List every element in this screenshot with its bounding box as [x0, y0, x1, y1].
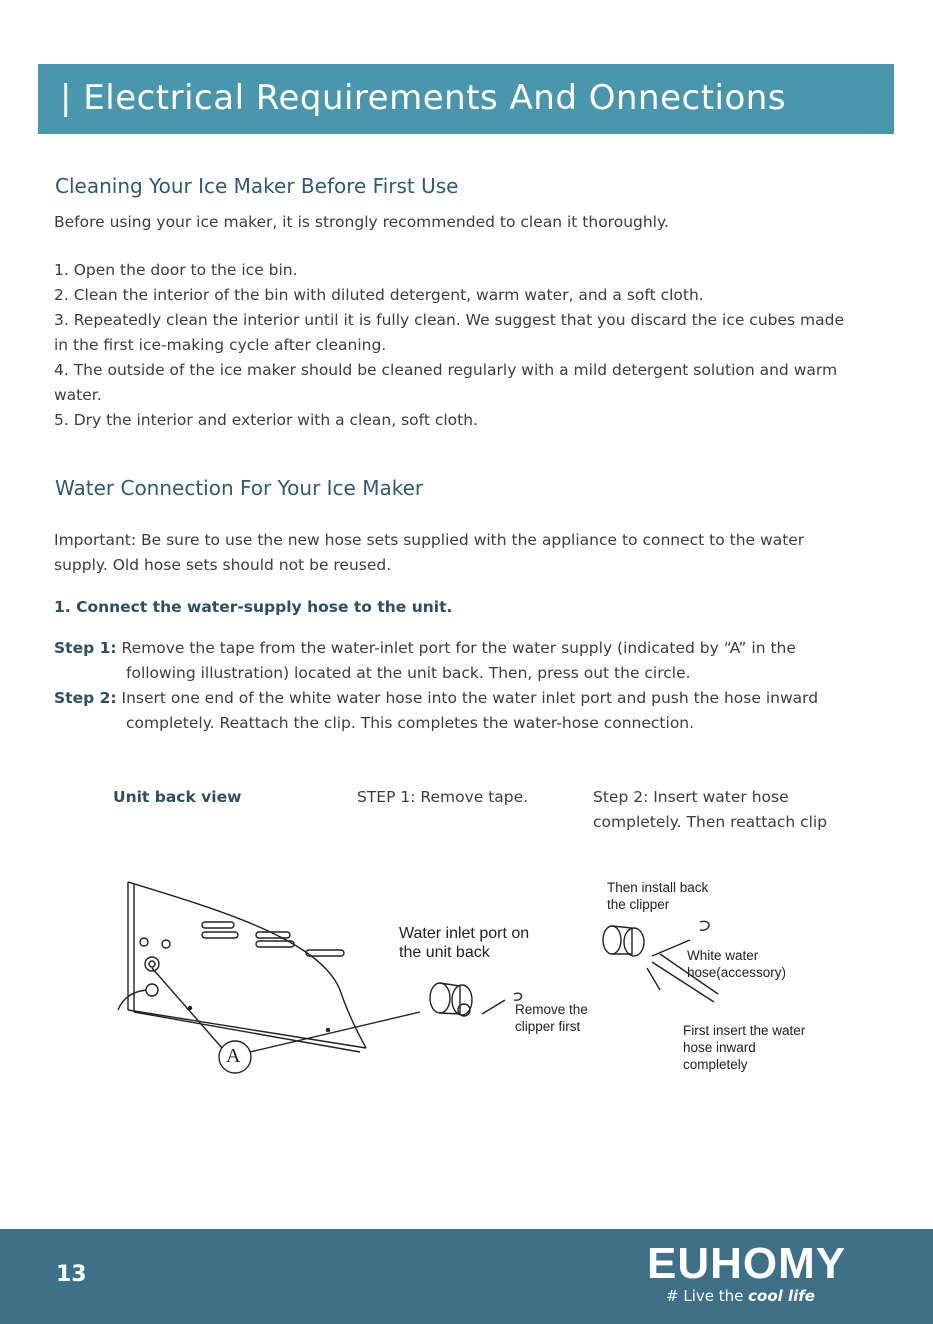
remove-clipper-line2: clipper first: [515, 1019, 581, 1034]
connect-hose-heading: 1. Connect the water-supply hose to the unit.: [54, 598, 453, 616]
water-heading: Water Connection For Your Ice Maker: [55, 476, 424, 500]
hose-label-line1: White water: [687, 948, 759, 963]
step-1: [54, 636, 894, 686]
install-clipper-line1: Then install back: [607, 880, 709, 895]
hose-label-line2: hose(accessory): [687, 965, 787, 980]
page-title: | Electrical Requirements And Onnections: [60, 78, 787, 118]
step-1-text-line1: Remove the tape from the water-inlet port for the water supply (indicated by “A” in the: [121, 639, 796, 657]
step-2-text-line2: completely. Reattach the clip. This completes the water-hose connection.: [126, 714, 695, 732]
caption-step-1: STEP 1: Remove tape.: [357, 788, 529, 806]
brand-logo: EUHOMY: [647, 1239, 847, 1288]
page-number: 13: [56, 1262, 87, 1287]
caption-unit-back: Unit back view: [113, 788, 242, 806]
label-a: A: [226, 1045, 241, 1067]
inlet-label-line2: the unit back: [399, 944, 490, 961]
brand-tagline: [666, 1287, 815, 1305]
cleaning-intro: Before using your ice maker, it is strongly recommended to clean it thoroughly.: [54, 213, 669, 231]
step-1-label: Step 1:: [54, 639, 117, 657]
install-clipper-line2: the clipper: [607, 897, 670, 912]
step-2: [54, 686, 894, 736]
cleaning-step-4: 4. The outside of the ice maker should be cleaned regularly with a mild detergent solution and warm water.: [54, 361, 838, 404]
step-2-text-line1: Insert one end of the white water hose into the water inlet port and push the hose inward: [121, 689, 819, 707]
cleaning-heading: Cleaning Your Ice Maker Before First Use: [55, 174, 459, 198]
insert-label-line3: completely: [683, 1057, 748, 1072]
cleaning-step-3: 3. Repeatedly clean the interior until it is fully clean. We suggest that you discard the ice cubes made in the first ice-making cycle after cleaning.: [54, 311, 845, 354]
cleaning-step-5: 5. Dry the interior and exterior with a clean, soft cloth.: [54, 411, 478, 429]
insert-label-line2: hose inward: [683, 1040, 756, 1055]
tagline-prefix: # Live the: [666, 1287, 749, 1305]
tagline-emphasis: cool life: [748, 1287, 815, 1305]
step-1-text-line2: following illustration) located at the unit back. Then, press out the circle.: [126, 664, 691, 682]
step-2-label: Step 2:: [54, 689, 117, 707]
water-connection-diagram: [100, 870, 860, 1100]
insert-label-line1: First insert the water: [683, 1023, 806, 1038]
caption-step-2-line2: completely. Then reattach clip: [593, 813, 828, 831]
water-important-note: Important: Be sure to use the new hose sets supplied with the appliance to connect to the water supply. Old hose sets should not be reused.: [54, 531, 805, 574]
inlet-label-line1: Water inlet port on: [399, 925, 530, 942]
caption-step-2-line1: Step 2: Insert water hose: [593, 788, 789, 806]
remove-clipper-line1: Remove the: [515, 1002, 588, 1017]
cleaning-step-1: 1. Open the door to the ice bin.: [54, 261, 298, 279]
cleaning-step-2: 2. Clean the interior of the bin with diluted detergent, warm water, and a soft cloth.: [54, 286, 704, 304]
